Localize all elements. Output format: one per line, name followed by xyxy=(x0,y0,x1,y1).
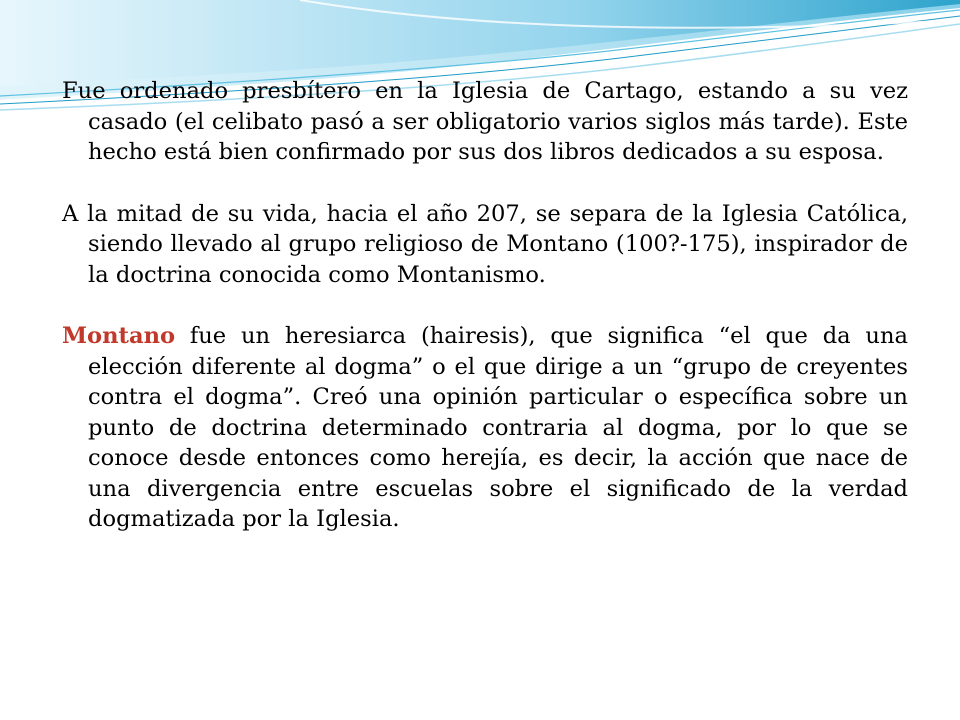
paragraph-montano xyxy=(62,321,908,535)
paragraph-separation-text: A la mitad de su vida, hacia el año 207, se separa de la Iglesia Católica, siendo llevado al grupo religioso de Montano (100?-175), inspirador de la doctrina conocida como Montanismo. xyxy=(62,200,908,288)
slide-body xyxy=(62,76,908,566)
montano-highlight: Montano xyxy=(62,323,176,349)
paragraph-separation xyxy=(62,199,908,291)
paragraph-ordination-text: Fue ordenado presbítero en la Iglesia de Cartago, estando a su vez casado (el celibato pasó a ser obligatorio varios siglos más tarde). Este hecho está bien confirmado por sus dos libros dedicados a su esposa. xyxy=(62,78,908,165)
paragraph-ordination xyxy=(62,76,908,168)
paragraph-montano-text: fue un heresiarca (hairesis), que significa “el que da una elección diferente al dogma” o el que dirige a un “grupo de creyentes contra el dogma”. Creó una opinión particular o específica sobre un punto de doctrina determinado contraria al dogma, por lo que se conoce desde entonces como herejía, es decir, la acción que nace de una divergencia entre escuelas sobre el significado de la verdad dogmatizada por la Iglesia. xyxy=(88,323,908,532)
